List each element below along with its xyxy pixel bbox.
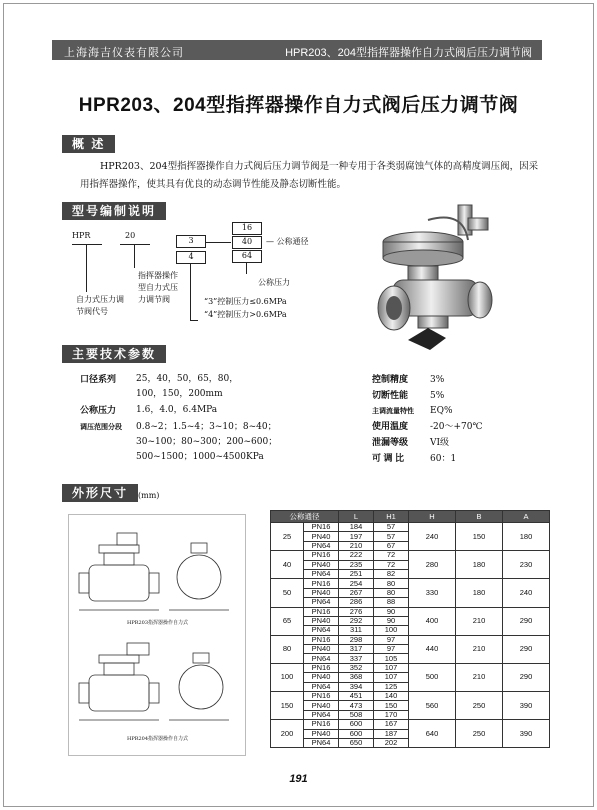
spec-right-row bbox=[372, 435, 483, 451]
table-cell: 72 bbox=[374, 551, 409, 560]
table-cell: 105 bbox=[374, 654, 409, 663]
table-cell: 67 bbox=[374, 541, 409, 550]
table-cell: 311 bbox=[339, 626, 374, 635]
spec-pressure-key: 公称压力 bbox=[80, 405, 117, 415]
table-cell: 473 bbox=[339, 701, 374, 710]
table-cell: PN16 bbox=[304, 579, 339, 588]
box-16: 16 bbox=[232, 222, 262, 235]
dims-unit: (mm) bbox=[138, 491, 160, 500]
table-header-cell: B bbox=[456, 511, 503, 523]
spec-value: VI级 bbox=[430, 438, 450, 448]
table-cell: 235 bbox=[339, 560, 374, 569]
dimension-drawings bbox=[68, 514, 246, 756]
table-cell: 290 bbox=[503, 635, 550, 663]
table-cell: PN40 bbox=[304, 560, 339, 569]
table-cell: PN40 bbox=[304, 673, 339, 682]
table-cell: 88 bbox=[374, 598, 409, 607]
section-specs: 主要技术参数 bbox=[62, 345, 166, 363]
table-header-cell: H bbox=[409, 511, 456, 523]
table-cell: 170 bbox=[374, 710, 409, 719]
leader-code bbox=[134, 244, 135, 268]
leader-col3-h bbox=[190, 320, 198, 321]
table-cell: 50 bbox=[271, 579, 304, 607]
table-cell: 337 bbox=[339, 654, 374, 663]
table-cell: 150 bbox=[456, 523, 503, 551]
box-4: 4 bbox=[176, 251, 206, 264]
table-cell: 500 bbox=[409, 663, 456, 691]
table-cell: 251 bbox=[339, 569, 374, 578]
table-cell: 290 bbox=[503, 607, 550, 635]
table-cell: 187 bbox=[374, 729, 409, 738]
table-cell: PN16 bbox=[304, 607, 339, 616]
table-cell: 100 bbox=[374, 626, 409, 635]
spec-right-row bbox=[372, 372, 483, 388]
table-cell: PN64 bbox=[304, 598, 339, 607]
spec-key: 泄漏等级 bbox=[372, 437, 409, 447]
table-cell: 451 bbox=[339, 692, 374, 701]
table-cell: 40 bbox=[271, 551, 304, 579]
table-cell: 140 bbox=[374, 692, 409, 701]
table-cell: 290 bbox=[503, 663, 550, 691]
table-cell: PN64 bbox=[304, 541, 339, 550]
table-cell: 352 bbox=[339, 663, 374, 672]
spec-right bbox=[372, 372, 483, 467]
table-cell: PN40 bbox=[304, 645, 339, 654]
table-cell: 267 bbox=[339, 588, 374, 597]
spec-range-value: 0.8~2；1.5~4；3~10；8~40； 30~100；80~300；200~600； 500~1500；1000~4500KPa bbox=[136, 422, 278, 462]
table-cell: 640 bbox=[409, 720, 456, 748]
table-cell: 82 bbox=[374, 569, 409, 578]
table-cell: 250 bbox=[456, 720, 503, 748]
section-overview: 概 述 bbox=[62, 135, 115, 153]
table-cell: 330 bbox=[409, 579, 456, 607]
table-cell: PN16 bbox=[304, 523, 339, 532]
table-cell: 150 bbox=[374, 701, 409, 710]
overview-text: HPR203、204型指挥器操作自力式阀后压力调节阀是一种专用于各类弱腐蚀气体的高精度调压阀，因采用指挥器操作，使其具有优良的动态调节性能及静态切断性能。 bbox=[80, 161, 539, 190]
table-cell: PN64 bbox=[304, 654, 339, 663]
table-cell: 100 bbox=[271, 663, 304, 691]
box-40: 40 bbox=[232, 236, 262, 249]
connector-3-40 bbox=[205, 242, 231, 243]
table-cell: 65 bbox=[271, 607, 304, 635]
spec-key: 可 调 比 bbox=[372, 453, 405, 463]
spec-value: EQ% bbox=[430, 406, 453, 416]
spec-value: -20～+70℃ bbox=[430, 422, 483, 432]
table-cell: 184 bbox=[339, 523, 374, 532]
underline-code bbox=[120, 244, 150, 245]
table-cell: 230 bbox=[503, 551, 550, 579]
table-cell: 368 bbox=[339, 673, 374, 682]
table-cell: 254 bbox=[339, 579, 374, 588]
model-code: 20 bbox=[125, 231, 136, 240]
table-header-cell: A bbox=[503, 511, 550, 523]
note-4: “4”控制压力>0.6MPa bbox=[204, 310, 287, 319]
spec-right-row bbox=[372, 388, 483, 404]
table-cell: PN40 bbox=[304, 729, 339, 738]
table-cell: 560 bbox=[409, 692, 456, 720]
table-cell: PN16 bbox=[304, 663, 339, 672]
box-3: 3 bbox=[176, 235, 206, 248]
table-row bbox=[271, 523, 550, 532]
table-header-cell: H1 bbox=[374, 511, 409, 523]
table-cell: 57 bbox=[374, 523, 409, 532]
section-dims: 外形尺寸 bbox=[62, 484, 138, 502]
table-cell: 167 bbox=[374, 720, 409, 729]
table-cell: 210 bbox=[456, 607, 503, 635]
table-cell: PN40 bbox=[304, 701, 339, 710]
table-cell: 197 bbox=[339, 532, 374, 541]
table-cell: 286 bbox=[339, 598, 374, 607]
spec-right-row bbox=[372, 451, 483, 467]
table-cell: 180 bbox=[456, 551, 503, 579]
dimension-drawings-svg bbox=[69, 515, 245, 755]
spec-diameter-value: 25，40，50，65，80， 100，150，200mm bbox=[136, 374, 239, 399]
spec-key: 控制精度 bbox=[372, 374, 409, 384]
table-cell: 276 bbox=[339, 607, 374, 616]
spec-pressure-value: 1.6，4.0，6.4MPa bbox=[136, 405, 218, 415]
header-product: HPR203、204型指挥器操作自力式阀后压力调节阀 bbox=[285, 47, 532, 59]
table-cell: 80 bbox=[374, 588, 409, 597]
table-cell: 107 bbox=[374, 663, 409, 672]
leader-col3 bbox=[190, 263, 191, 321]
page-number: 191 bbox=[289, 773, 308, 785]
table-cell: 57 bbox=[374, 532, 409, 541]
drawing-caption-203: HPR203指挥器操作自力式 bbox=[127, 620, 189, 626]
table-cell: 202 bbox=[374, 738, 409, 747]
table-header-row bbox=[271, 511, 550, 523]
table-cell: 250 bbox=[456, 692, 503, 720]
table-cell: 90 bbox=[374, 616, 409, 625]
table-row bbox=[271, 551, 550, 560]
table-cell: PN64 bbox=[304, 710, 339, 719]
table-row bbox=[271, 663, 550, 672]
table-cell: 125 bbox=[374, 682, 409, 691]
table-cell: 222 bbox=[339, 551, 374, 560]
spec-right-row bbox=[372, 404, 483, 419]
table-cell: PN16 bbox=[304, 551, 339, 560]
table-cell: 650 bbox=[339, 738, 374, 747]
table-cell: PN64 bbox=[304, 738, 339, 747]
spec-key: 主调流量特性 bbox=[372, 408, 414, 415]
page-title: HPR203、204型指挥器操作自力式阀后压力调节阀 bbox=[78, 95, 519, 116]
table-cell: PN64 bbox=[304, 569, 339, 578]
table-cell: 25 bbox=[271, 523, 304, 551]
spec-key: 切断性能 bbox=[372, 390, 409, 400]
table-cell: 600 bbox=[339, 729, 374, 738]
table-cell: 508 bbox=[339, 710, 374, 719]
table-cell: PN16 bbox=[304, 692, 339, 701]
table-cell: 210 bbox=[456, 635, 503, 663]
table-cell: 317 bbox=[339, 645, 374, 654]
table-cell: 80 bbox=[271, 635, 304, 663]
table-header-cell: L bbox=[339, 511, 374, 523]
spec-value: 60：1 bbox=[430, 454, 457, 464]
spec-right-row bbox=[372, 419, 483, 435]
section-model: 型号编制说明 bbox=[62, 202, 166, 220]
table-cell: PN64 bbox=[304, 682, 339, 691]
table-cell: 440 bbox=[409, 635, 456, 663]
table-cell: 400 bbox=[409, 607, 456, 635]
table-cell: 200 bbox=[271, 720, 304, 748]
spec-diameter-key: 口径系列 bbox=[80, 374, 117, 384]
drawing-caption-204: HPR204指挥器操作自力式 bbox=[127, 736, 189, 742]
table-cell: PN40 bbox=[304, 532, 339, 541]
table-cell: PN16 bbox=[304, 635, 339, 644]
page-header bbox=[52, 40, 542, 60]
table-cell: 210 bbox=[339, 541, 374, 550]
table-row bbox=[271, 720, 550, 729]
table-cell: 150 bbox=[271, 692, 304, 720]
table-cell: 240 bbox=[503, 579, 550, 607]
table-cell: 298 bbox=[339, 635, 374, 644]
table-cell: 180 bbox=[456, 579, 503, 607]
valve-photo bbox=[368, 200, 508, 360]
table-cell: 390 bbox=[503, 720, 550, 748]
label-pilot: 指挥器操作型自力式压力调节阀 bbox=[138, 271, 178, 304]
table-cell: 80 bbox=[374, 579, 409, 588]
table-cell: 72 bbox=[374, 560, 409, 569]
table-row bbox=[271, 607, 550, 616]
table-cell: 97 bbox=[374, 645, 409, 654]
table-cell: PN16 bbox=[304, 720, 339, 729]
company-name: 上海海吉仪表有限公司 bbox=[64, 47, 184, 59]
spec-value: 5% bbox=[430, 391, 445, 401]
table-cell: 97 bbox=[374, 635, 409, 644]
table-row bbox=[271, 579, 550, 588]
model-prefix: HPR bbox=[72, 231, 91, 240]
table-cell: PN40 bbox=[304, 616, 339, 625]
leader-col4 bbox=[246, 262, 247, 274]
box-64: 64 bbox=[232, 250, 262, 263]
table-cell: 107 bbox=[374, 673, 409, 682]
underline-prefix bbox=[72, 244, 102, 245]
table-cell: 90 bbox=[374, 607, 409, 616]
spec-range-key: 调压范围分段 bbox=[80, 424, 122, 431]
table-cell: 280 bbox=[409, 551, 456, 579]
label-pressure: 公称压力 bbox=[258, 278, 290, 287]
table-header-cell: 公称通径 bbox=[271, 511, 339, 523]
table-cell: PN64 bbox=[304, 626, 339, 635]
leader-prefix bbox=[86, 244, 87, 292]
label-diameter: — 公称通径 bbox=[266, 237, 309, 246]
table-cell: 292 bbox=[339, 616, 374, 625]
table-cell: 390 bbox=[503, 692, 550, 720]
table-cell: PN40 bbox=[304, 588, 339, 597]
table-cell: 600 bbox=[339, 720, 374, 729]
table-cell: 180 bbox=[503, 523, 550, 551]
spec-key: 使用温度 bbox=[372, 421, 409, 431]
note-3: “3”控制压力≤0.6MPa bbox=[204, 297, 287, 306]
table-cell: 240 bbox=[409, 523, 456, 551]
table-cell: 210 bbox=[456, 663, 503, 691]
dimension-table bbox=[270, 510, 550, 748]
label-code: 自力式压力调节阀代号 bbox=[76, 295, 124, 316]
spec-value: 3% bbox=[430, 375, 445, 385]
table-row bbox=[271, 635, 550, 644]
table-cell: 394 bbox=[339, 682, 374, 691]
table-row bbox=[271, 692, 550, 701]
